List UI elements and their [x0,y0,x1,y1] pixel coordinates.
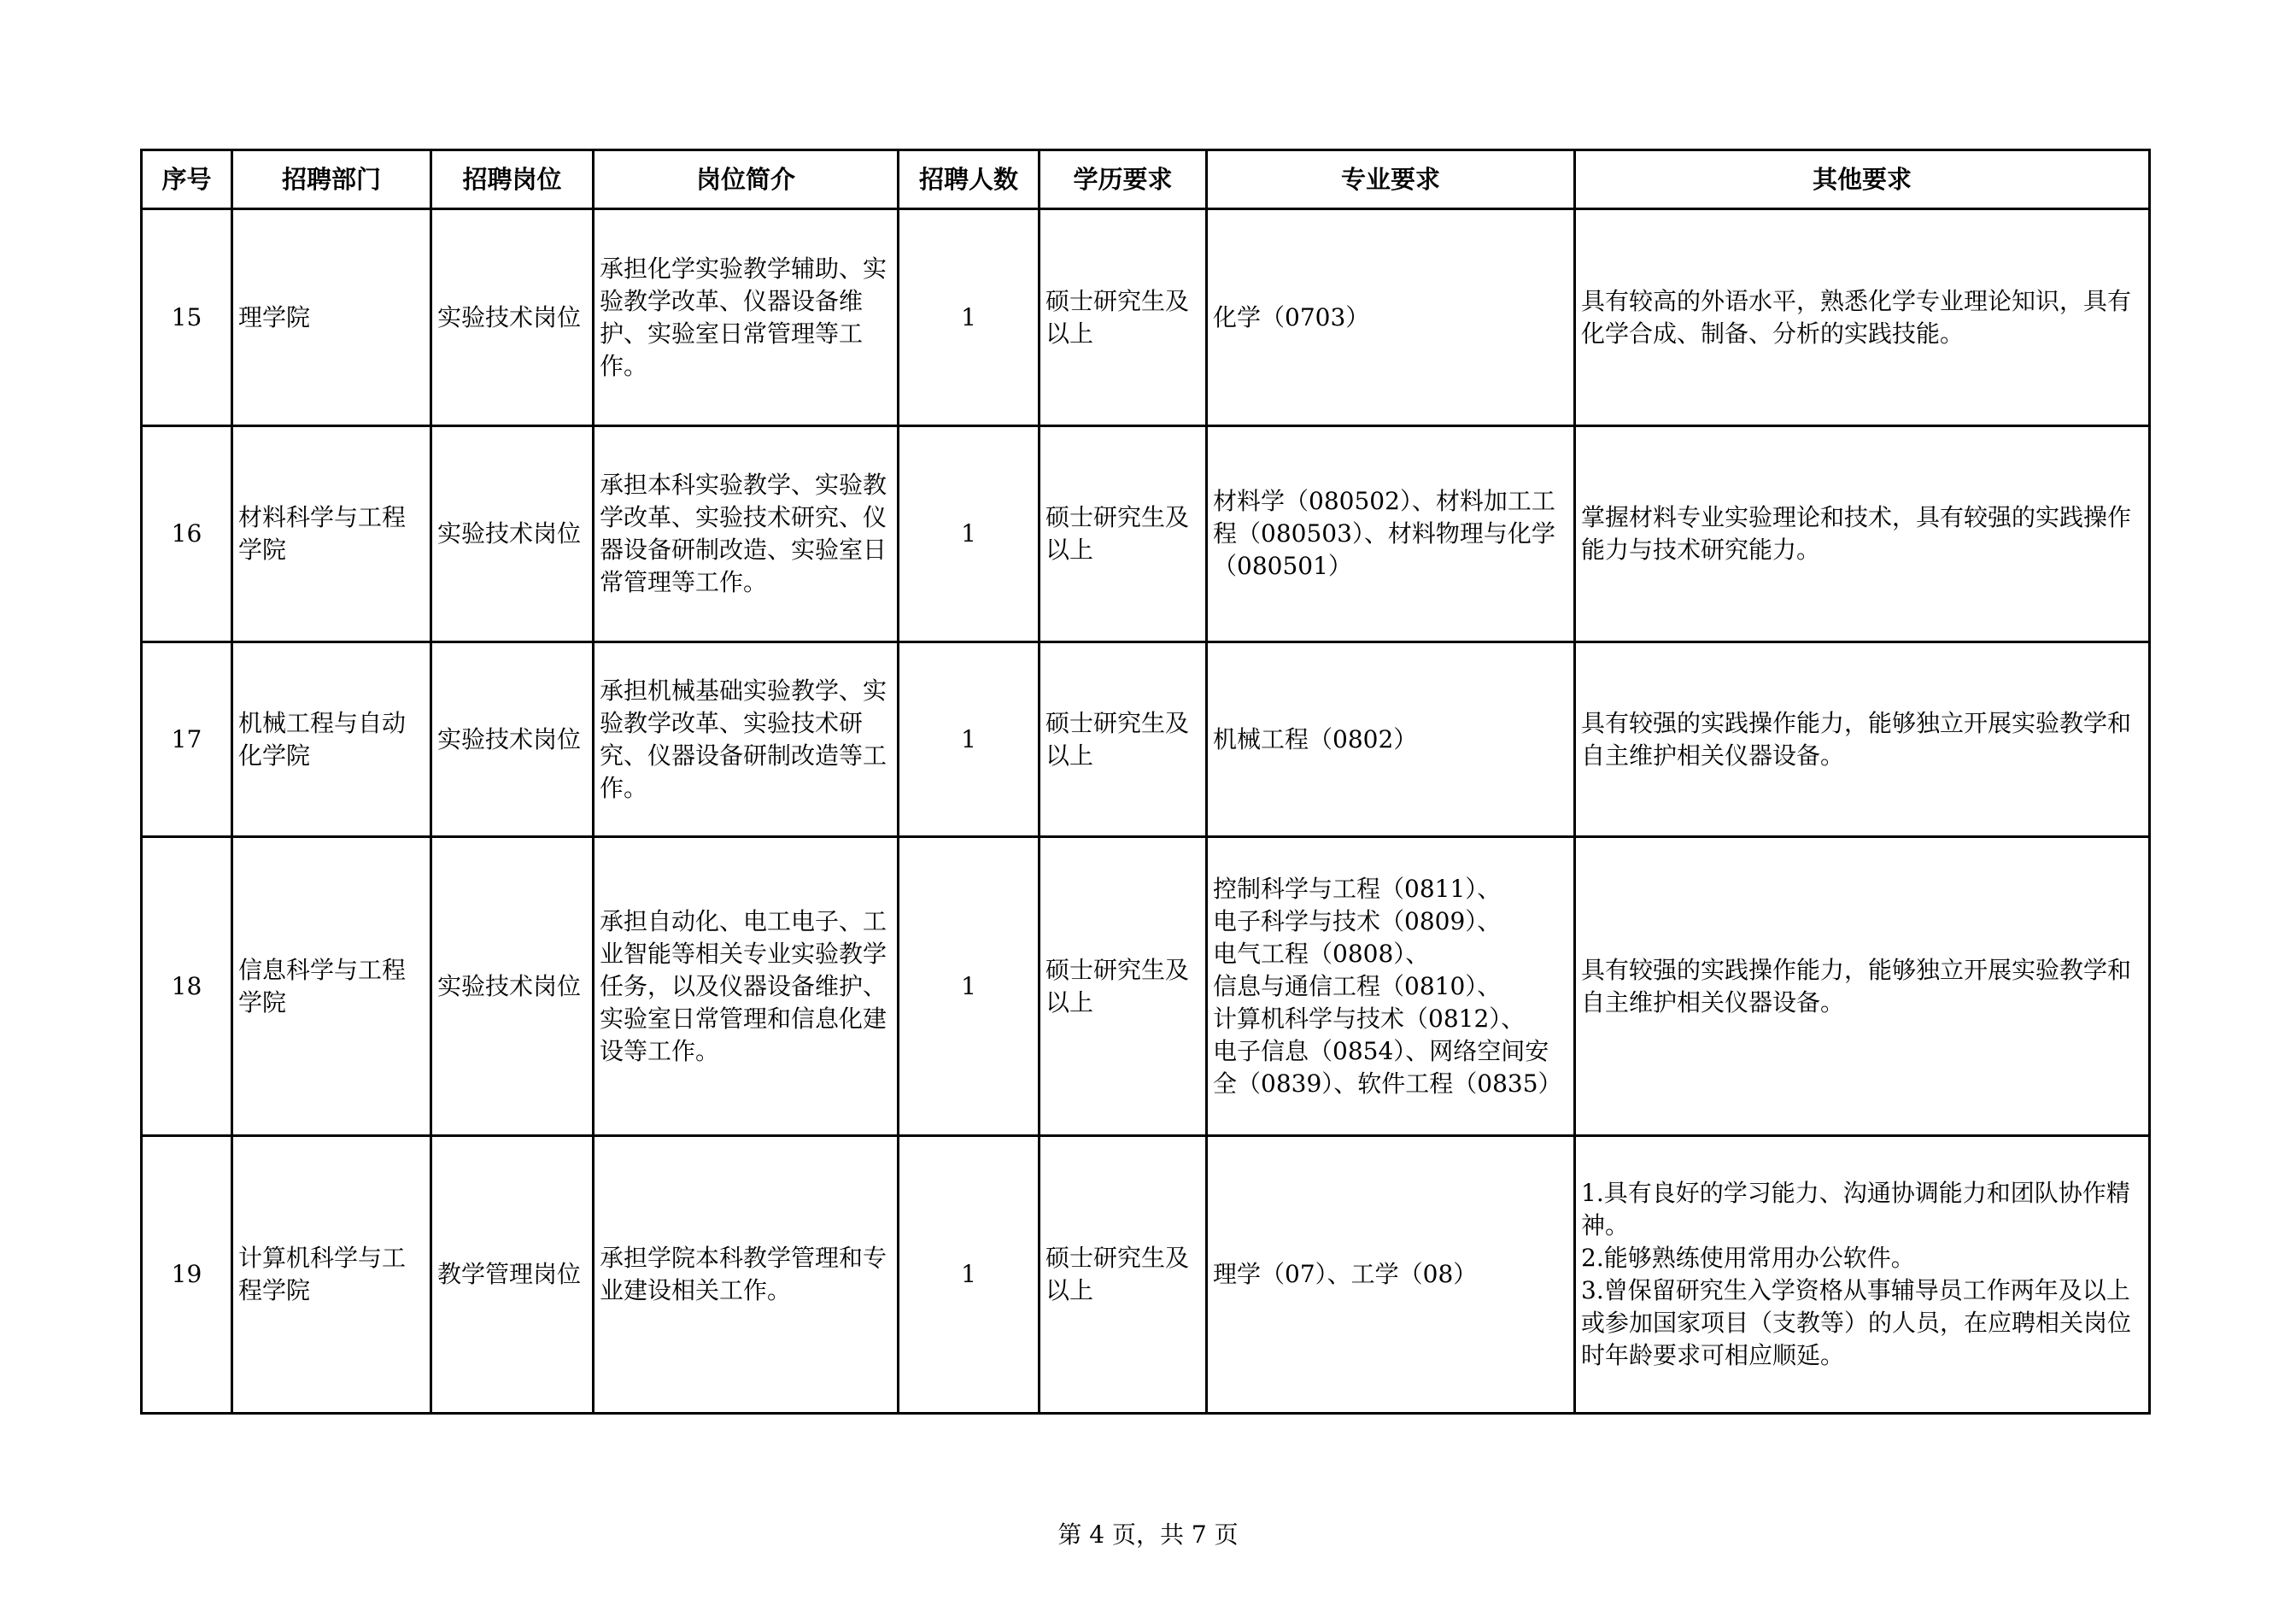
cell-other: 掌握材料专业实验理论和技术，具有较强的实践操作能力与技术研究能力。 [1575,426,2150,642]
cell-edu: 硕士研究生及以上 [1040,642,1207,837]
header-edu: 学历要求 [1040,150,1207,209]
cell-count: 1 [899,837,1040,1136]
cell-count: 1 [899,426,1040,642]
cell-post: 实验技术岗位 [431,426,594,642]
cell-post: 实验技术岗位 [431,209,594,426]
cell-other: 1.具有良好的学习能力、沟通协调能力和团队协作精神。 2.能够熟练使用常用办公软件。 3.曾保留研究生入学资格从事辅导员工作两年及以上或参加国家项目（支教等）的人员，在应聘相关岗位时年龄要求可相应顺延。 [1575,1136,2150,1414]
table-row [142,642,2150,837]
cell-no: 18 [142,837,232,1136]
cell-count: 1 [899,642,1040,837]
cell-intro: 承担机械基础实验教学、实验教学改革、实验技术研究、仪器设备研制改造等工作。 [594,642,899,837]
cell-major: 理学（07）、工学（08） [1207,1136,1575,1414]
cell-intro: 承担本科实验教学、实验教学改革、实验技术研究、仪器设备研制改造、实验室日常管理等工作。 [594,426,899,642]
table-row [142,837,2150,1136]
header-major: 专业要求 [1207,150,1575,209]
cell-dept: 机械工程与自动化学院 [232,642,431,837]
cell-dept: 理学院 [232,209,431,426]
table-row [142,426,2150,642]
cell-intro: 承担自动化、电工电子、工业智能等相关专业实验教学任务，以及仪器设备维护、实验室日常管理和信息化建设等工作。 [594,837,899,1136]
page-number-footer: 第 4 页，共 7 页 [1057,1520,1239,1549]
cell-other: 具有较高的外语水平，熟悉化学专业理论知识，具有化学合成、制备、分析的实践技能。 [1575,209,2150,426]
cell-edu: 硕士研究生及以上 [1040,209,1207,426]
cell-count: 1 [899,209,1040,426]
cell-other: 具有较强的实践操作能力，能够独立开展实验教学和自主维护相关仪器设备。 [1575,837,2150,1136]
header-count: 招聘人数 [899,150,1040,209]
cell-other: 具有较强的实践操作能力，能够独立开展实验教学和自主维护相关仪器设备。 [1575,642,2150,837]
cell-intro: 承担学院本科教学管理和专业建设相关工作。 [594,1136,899,1414]
cell-no: 19 [142,1136,232,1414]
cell-intro: 承担化学实验教学辅助、实验教学改革、仪器设备维护、实验室日常管理等工作。 [594,209,899,426]
cell-major: 化学（0703） [1207,209,1575,426]
cell-edu: 硕士研究生及以上 [1040,1136,1207,1414]
cell-post: 实验技术岗位 [431,837,594,1136]
cell-dept: 计算机科学与工程学院 [232,1136,431,1414]
cell-edu: 硕士研究生及以上 [1040,426,1207,642]
header-dept: 招聘部门 [232,150,431,209]
cell-dept: 材料科学与工程学院 [232,426,431,642]
cell-major: 材料学（080502）、材料加工工程（080503）、材料物理与化学（080501） [1207,426,1575,642]
cell-edu: 硕士研究生及以上 [1040,837,1207,1136]
header-intro: 岗位简介 [594,150,899,209]
cell-count: 1 [899,1136,1040,1414]
cell-no: 15 [142,209,232,426]
header-no: 序号 [142,150,232,209]
header-post: 招聘岗位 [431,150,594,209]
table-row [142,1136,2150,1414]
cell-post: 实验技术岗位 [431,642,594,837]
header-other: 其他要求 [1575,150,2150,209]
cell-no: 17 [142,642,232,837]
cell-major: 机械工程（0802） [1207,642,1575,837]
recruitment-table [140,149,2151,1415]
cell-dept: 信息科学与工程学院 [232,837,431,1136]
cell-major: 控制科学与工程（0811）、 电子科学与技术（0809）、 电气工程（0808）、 信息与通信工程（0810）、 计算机科学与技术（0812）、 电子信息（0854）、网络空间安全（0839）、软件工程（0835） [1207,837,1575,1136]
cell-no: 16 [142,426,232,642]
table-row [142,209,2150,426]
cell-post: 教学管理岗位 [431,1136,594,1414]
table-header-row [142,150,2150,209]
